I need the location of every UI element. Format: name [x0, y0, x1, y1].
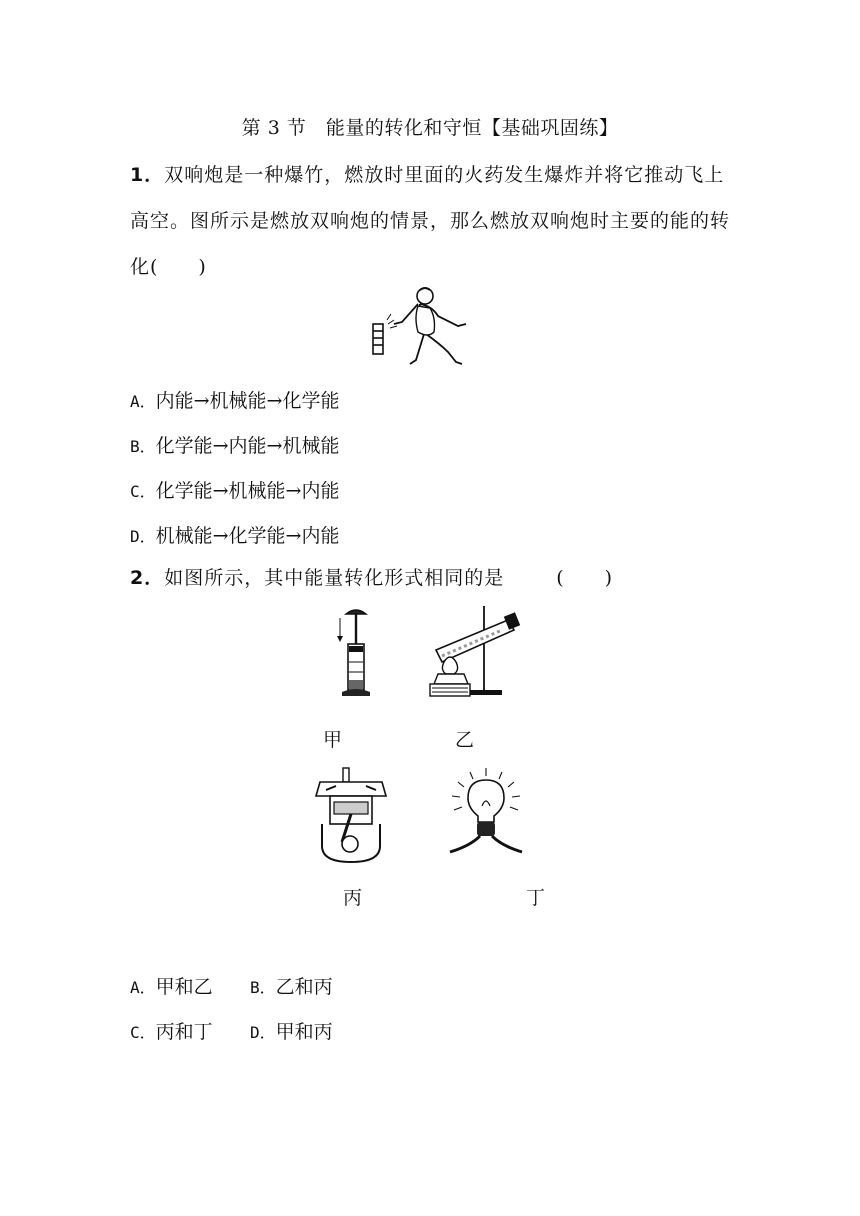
q2-option-a[interactable]	[130, 972, 213, 999]
q1-option-a[interactable]	[130, 386, 339, 413]
q2-option-b-text: 乙和丙	[275, 976, 333, 998]
q2-option-d[interactable]	[250, 1017, 333, 1044]
question-2-text: 如图所示，其中能量转化形式相同的是	[164, 567, 505, 589]
figure-yi-heated-test-tube	[422, 606, 532, 702]
q2-option-d-text: 甲和丙	[275, 1021, 333, 1043]
caption-yi: 乙	[455, 729, 475, 751]
person-head	[417, 288, 433, 304]
question-2-number: 2．	[130, 567, 165, 589]
q2-option-c[interactable]	[130, 1017, 213, 1044]
q1-option-c[interactable]	[130, 476, 339, 503]
q2-option-d-label: D．	[250, 1023, 276, 1042]
q2-option-a-text: 甲和乙	[155, 976, 213, 998]
figure-bing-engine-cylinder	[312, 768, 390, 864]
q2-option-b[interactable]	[250, 972, 333, 999]
firecracker-figure	[360, 284, 492, 372]
q2-option-b-label: B．	[250, 978, 276, 997]
q1-option-d-text: 机械能→化学能→内能	[155, 525, 340, 547]
page-title: 第 3 节 能量的转化和守恒【基础巩固练】	[241, 117, 619, 139]
q1-option-a-text: 内能→机械能→化学能	[155, 390, 340, 412]
question-2	[130, 563, 613, 590]
figure-jia-compression-tube	[336, 606, 380, 700]
q2-option-c-label: C．	[130, 1023, 156, 1042]
q1-option-b-text: 化学能→内能→机械能	[155, 435, 340, 457]
firecracker-tube	[373, 324, 383, 354]
q1-option-d[interactable]	[130, 521, 339, 548]
figure-ding-light-bulb	[444, 766, 528, 864]
q1-option-b[interactable]	[130, 431, 339, 458]
q2-option-a-label: A．	[130, 978, 156, 997]
caption-ding: 丁	[526, 887, 546, 909]
question-2-answer-paren: ( )	[556, 567, 614, 589]
caption-bing: 丙	[343, 887, 363, 909]
question-1-text: 双响炮是一种爆竹，燃放时里面的火药发生爆炸并将它推动飞上高空。图所示是燃放双响炮的情景，那么燃放双响炮时主要的能的转化( )	[130, 164, 731, 278]
q1-option-a-label: A．	[130, 392, 156, 411]
caption-jia: 甲	[323, 729, 343, 751]
q2-option-c-text: 丙和丁	[155, 1021, 213, 1043]
q1-option-c-text: 化学能→机械能→内能	[155, 480, 340, 502]
q1-option-b-label: B．	[130, 437, 156, 456]
question-1	[130, 152, 740, 290]
question-1-number: 1．	[130, 164, 165, 186]
q1-option-d-label: D．	[130, 527, 156, 546]
q1-option-c-label: C．	[130, 482, 156, 501]
